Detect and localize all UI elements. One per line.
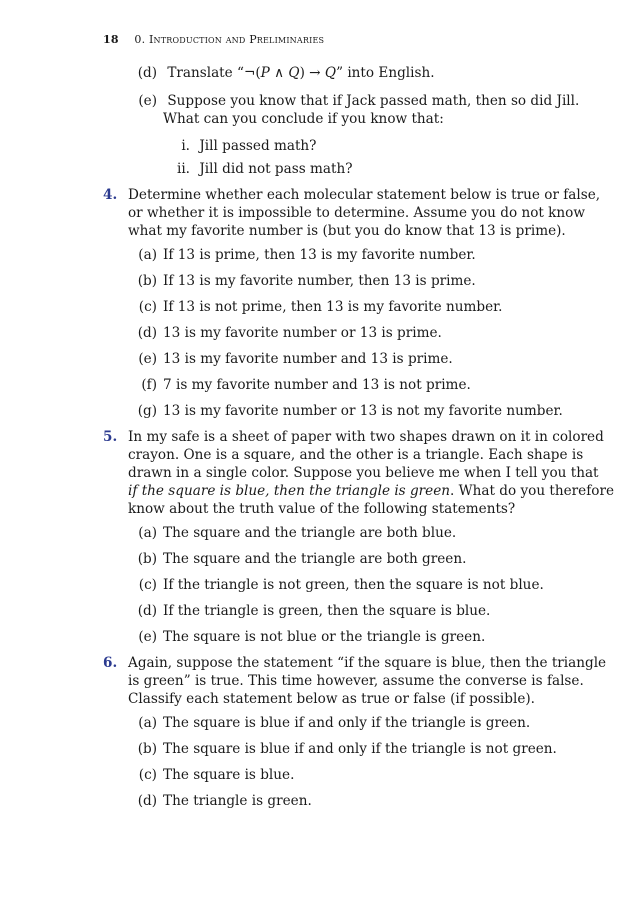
q6-stem-line3: Classify each statement below as true or false (if possible). xyxy=(128,691,536,707)
prev-subitem-ii: ii. Jill did not pass math? xyxy=(176,161,353,177)
q4-stem-line2: or whether it is impossible to determine. Assume you do not know xyxy=(128,205,585,221)
q6-stem-line2: is green” is true. This time however, assume the converse is false. xyxy=(128,673,584,689)
q4-item-e: (e) 13 is my favorite number and 13 is prime. xyxy=(138,351,453,367)
q4-item-f: (f) 7 is my favorite number and 13 is not prime. xyxy=(141,377,471,393)
q6-item-c: (c) The square is blue. xyxy=(138,767,295,783)
q5-item-b: (b) The square and the triangle are both green. xyxy=(137,551,467,567)
q6-item-a: (a) The square is blue if and only if the triangle is green. xyxy=(138,715,531,731)
q4-item-b: (b) If 13 is my favorite number, then 13 is prime. xyxy=(137,273,476,289)
q5-item-c: (c) If the triangle is not green, then the square is not blue. xyxy=(138,577,544,593)
q5-stem-line2: crayon. One is a square, and the other is a triangle. Each shape is xyxy=(128,447,584,463)
page-number: 18 xyxy=(103,33,119,46)
chapter-title: 0. Introduction and Preliminaries xyxy=(134,33,325,46)
running-header xyxy=(103,33,324,46)
q4-item-g: (g) 13 is my favorite number or 13 is not my favorite number. xyxy=(137,403,563,419)
q5-conditional-italic: if the square is blue, then the triangle is green xyxy=(128,483,451,499)
q6-stem-line1: Again, suppose the statement “if the square is blue, then the triangle xyxy=(128,655,607,671)
q4-stem-line3: what my favorite number is (but you do know that 13 is prime). xyxy=(128,223,566,239)
q4-item-d: (d) 13 is my favorite number or 13 is prime. xyxy=(137,325,442,341)
q6-item-b: (b) The square is blue if and only if the triangle is not green. xyxy=(137,741,557,757)
q5-stem-line3: drawn in a single color. Suppose you believe me when I tell you that xyxy=(128,465,599,481)
q5-item-e: (e) The square is not blue or the triangle is green. xyxy=(138,629,486,645)
q5-stem-line4: if the square is blue, then the triangle is green. What do you therefore xyxy=(128,483,614,499)
prev-item-e: (e) Suppose you know that if Jack passed math, then so did Jill. xyxy=(138,93,580,109)
prev-item-e-line2: What can you conclude if you know that: xyxy=(163,111,444,127)
prev-subitem-i: i. Jill passed math? xyxy=(181,138,317,154)
q5-item-d: (d) If the triangle is green, then the square is blue. xyxy=(137,603,491,619)
prev-item-d: (d) Translate “¬(P ∧ Q) → Q” into English. xyxy=(137,65,435,81)
q5-item-a: (a) The square and the triangle are both blue. xyxy=(138,525,457,541)
q4-item-a: (a) If 13 is prime, then 13 is my favorite number. xyxy=(138,247,476,263)
question-number-5: 5. xyxy=(103,429,118,445)
q5-stem-line5: know about the truth value of the following statements? xyxy=(128,501,516,517)
q5-stem-line1: In my safe is a sheet of paper with two shapes drawn on it in colored xyxy=(128,429,604,445)
question-number-6: 6. xyxy=(103,655,118,671)
question-number-4: 4. xyxy=(103,187,118,203)
q6-item-d: (d) The triangle is green. xyxy=(137,793,312,809)
q4-stem-line1: Determine whether each molecular statement below is true or false, xyxy=(128,187,601,203)
q4-item-c: (c) If 13 is not prime, then 13 is my favorite number. xyxy=(138,299,503,315)
